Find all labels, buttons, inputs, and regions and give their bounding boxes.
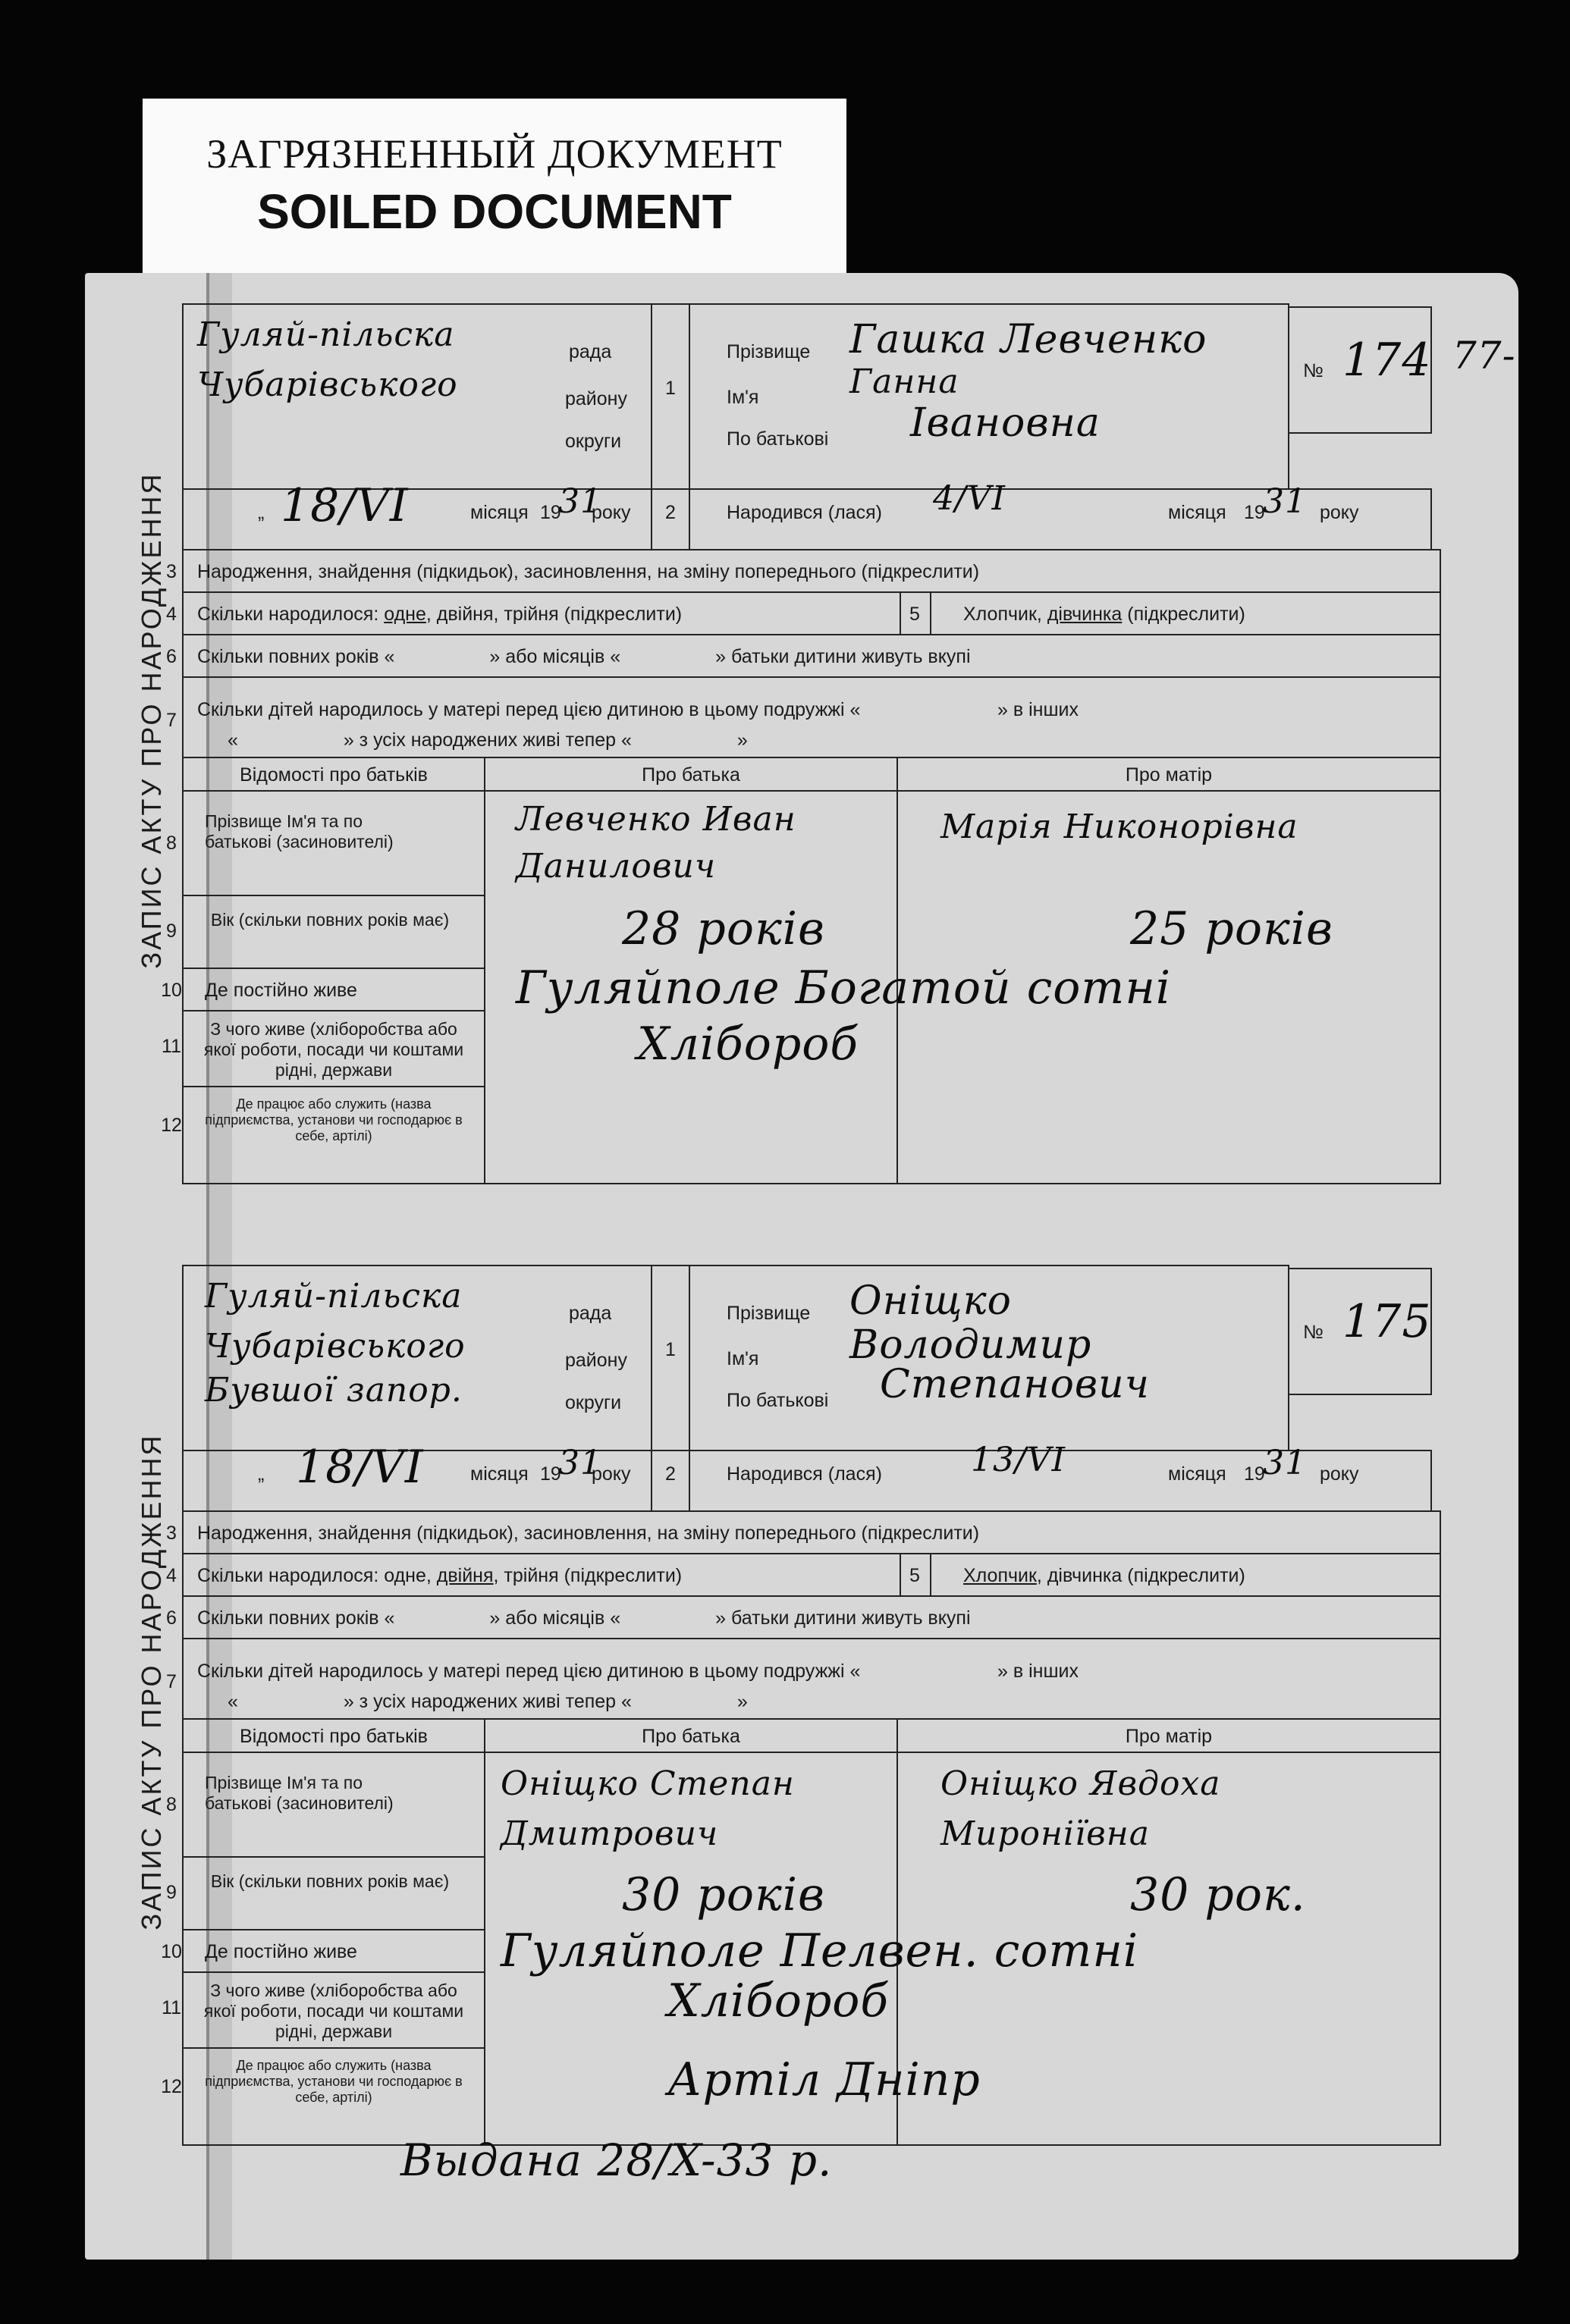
patronymic-value: Степанович bbox=[880, 1362, 1151, 1407]
label-en: SOILED DOCUMENT bbox=[257, 184, 732, 239]
occupation: Хлібороб bbox=[667, 1974, 890, 2028]
record-side-title: ЗАПИС АКТУ ПРО НАРОДЖЕННЯ bbox=[136, 1433, 167, 1930]
birth-date: 13/VI bbox=[971, 1441, 1066, 1479]
workplace: Артіл Дніпр bbox=[667, 2053, 981, 2106]
reg-date: 18/VI bbox=[296, 1441, 424, 1494]
page-number: 77- bbox=[1452, 334, 1516, 378]
rada-value: Гуляй-пільска bbox=[205, 1277, 463, 1316]
father-name: Левченко Иван Данилович bbox=[516, 800, 796, 886]
name-value: Ганна bbox=[849, 362, 959, 401]
reg-year: 31 bbox=[558, 482, 602, 521]
name-value: Володимир bbox=[849, 1322, 1092, 1368]
reg-date: 18/VI bbox=[281, 479, 409, 532]
mother-age: 30 рок. bbox=[1130, 1868, 1306, 1921]
rayon-value: Чубарівського bbox=[197, 365, 458, 404]
mother-name: Марія Никонорівна bbox=[940, 808, 1298, 846]
soiled-document-label bbox=[143, 99, 846, 288]
record-side-title: ЗАПИС АКТУ ПРО НАРОДЖЕННЯ bbox=[136, 472, 167, 969]
label-ru: ЗАГРЯЗНЕННЫЙ ДОКУМЕНТ bbox=[206, 131, 783, 177]
birth-date: 4/VI bbox=[933, 479, 1006, 518]
father-name: Оніщко Степан Дмитрович bbox=[501, 1764, 795, 1853]
rada-value: Гуляй-пільска bbox=[197, 315, 455, 354]
surname-value: Оніщко bbox=[849, 1278, 1012, 1324]
surname-value: Гашка Левченко bbox=[849, 317, 1207, 362]
reg-year: 31 bbox=[558, 1444, 602, 1482]
record-number: 174 bbox=[1342, 334, 1432, 387]
rayon-value: Чубарівського bbox=[205, 1327, 466, 1366]
issued-note: Выдана 28/X-33 р. bbox=[400, 2134, 833, 2186]
birth-record-175: ЗАПИС АКТУ ПРО НАРОДЖЕННЯ Гуляй-пільска рада Чубарівського району Бувшої запор. округи 1 Прізвище Оніщко Ім'я Володимир По батькові Степанович № 175 „ 18/VI місяця 19 31 року 2 Народився (лася) 13/VI місяця 19 31 року 3 Народження, знайдення (підкидьок), засиновлення, на зміну попереднього (підкреслити) 4 Скільки народилося: одне, двійня, трійня (підкреслити) 5 Хлопчик, дівчинка (підкреслити) 6 Скільки повних років « » або місяців « » батьки дитини живуть вкупі 7 Скільки дітей народилось у матері перед цією дитиною в цьому подружжі « » в інших « » з усіх народжених живі тепер « » Відомості про батьків Про батька Про матір 8 Прізвище Ім'я та по батькові (засиновителі) Оніщко Степан Дмитрович Оніщко Явдоха Мироніївна 9 Вік (скільки повних років має) 30 років 30 рок. 10 Де постійно живе Гуляйполе Пелвен. сотні 11 З чого живе (хліборобства або якої роботи, посади чи коштами рідні, держави Хлібороб 12 Де працює або служить (назва підприємства, установи чи господарює в себе, артілі) Артіл Дніпр bbox=[182, 1265, 1441, 2144]
patronymic-value: Івановна bbox=[910, 400, 1101, 446]
birth-year: 31 bbox=[1263, 1444, 1307, 1482]
residence: Гуляйполе Пелвен. сотні bbox=[501, 1924, 1139, 1977]
occupation: Хлібороб bbox=[637, 1018, 859, 1071]
okrug-value: Бувшої запор. bbox=[205, 1371, 463, 1410]
residence: Гуляйполе Богатой сотні bbox=[516, 961, 1172, 1015]
mother-age: 25 років bbox=[1130, 902, 1333, 955]
mother-name: Оніщко Явдоха Мироніївна bbox=[940, 1764, 1221, 1853]
birth-year: 31 bbox=[1263, 482, 1307, 521]
birth-record-174: ЗАПИС АКТУ ПРО НАРОДЖЕННЯ Гуляй-пільска рада Чубарівського району округи 1 Прізвище Гашка Левченко Ім'я Ганна По батькові Івановна № 174 „ 18/VI місяця 19 31 року 2 Народився (лася) 4/VI місяця 19 31 року 3 Народження, знайдення (підкидьок), засиновлення, на зміну попереднього (підкреслити) 4 Скільки народилося: одне, двійня, трійня (підкреслити) 5 Хлопчик, дівчинка (підкреслити) 6 Скільки повних років « » або місяців « » батьки дитини живуть вкупі 7 Скільки дітей народилось у матері перед цією дитиною в цьому подружжі « » в інших « » з усіх народжених живі тепер « » Відомості про батьків Про батька Про матір 8 Прізвище Ім'я та по батькові (засиновителі) Левченко Иван Данилович Марія Никонорівна 9 Вік (скільки повних років має) 28 років 25 років 10 Де постійно живе Гуляйполе Богатой сотні 11 З чого живе (хліборобства або якої роботи, посади чи коштами рідні, держави Хлібороб 12 Де працює або служить (назва підприємства, установи чи господарює в себе, артілі) bbox=[182, 303, 1441, 1183]
father-age: 30 років bbox=[622, 1868, 825, 1921]
father-age: 28 років bbox=[622, 902, 825, 955]
record-number: 175 bbox=[1342, 1295, 1432, 1348]
